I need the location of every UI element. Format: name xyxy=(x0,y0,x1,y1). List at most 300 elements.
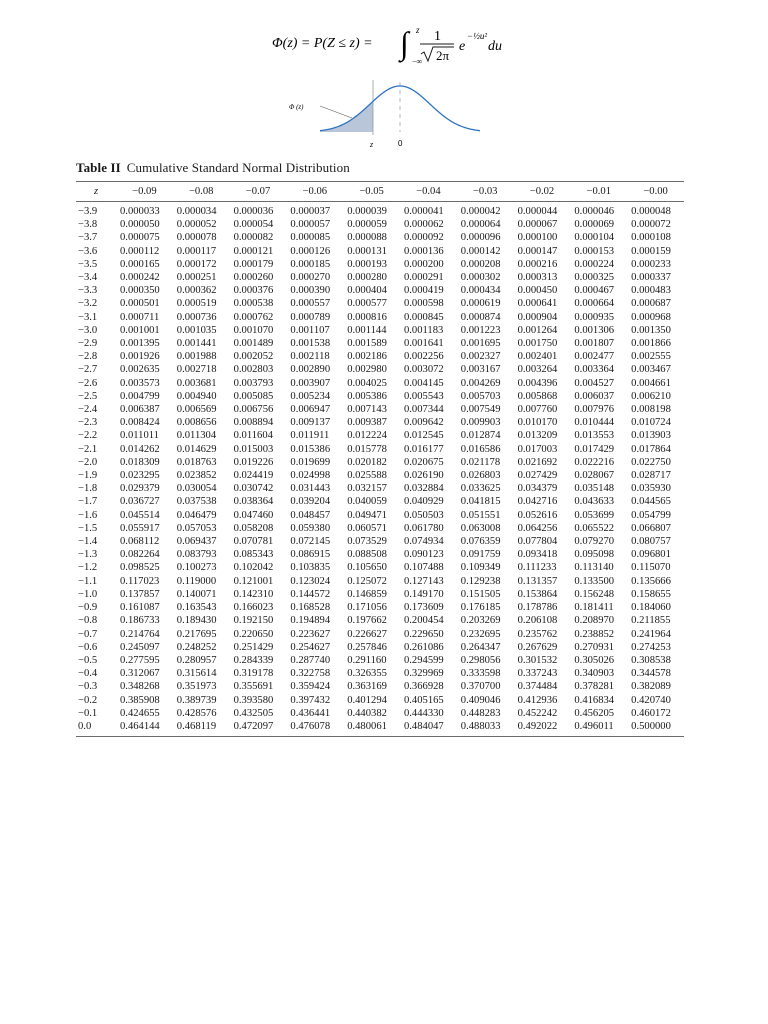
cdf-formula xyxy=(0,20,768,80)
probability-cell: 0.305026 xyxy=(574,654,615,666)
probability-cell: 0.024998 xyxy=(290,470,331,482)
probability-cell: 0.000216 xyxy=(517,258,558,270)
z-value: −3.1 xyxy=(78,311,98,323)
probability-cell: 0.000108 xyxy=(631,232,671,244)
probability-cell: 0.000404 xyxy=(347,285,387,297)
probability-cell: 0.070781 xyxy=(233,536,274,548)
probability-cell: 0.232695 xyxy=(460,628,501,640)
z-value: −2.5 xyxy=(78,390,98,402)
probability-cell: 0.412936 xyxy=(517,694,558,706)
probability-cell: 0.156248 xyxy=(574,588,615,600)
probability-cell: 0.131357 xyxy=(517,575,558,587)
probability-cell: 0.004025 xyxy=(347,377,387,389)
probability-cell: 0.012545 xyxy=(403,430,444,442)
probability-cell: 0.000136 xyxy=(403,245,444,257)
probability-cell: 0.000557 xyxy=(290,298,331,310)
probability-cell: 0.129238 xyxy=(460,575,501,587)
table-row xyxy=(76,720,684,737)
column-header: −0.06 xyxy=(302,186,328,197)
probability-cell: 0.012874 xyxy=(460,430,501,442)
probability-cell: 0.032157 xyxy=(347,483,387,495)
probability-cell: 0.026190 xyxy=(403,470,444,482)
probability-cell: 0.066807 xyxy=(631,522,671,534)
probability-cell: 0.004269 xyxy=(460,377,501,389)
z-value: −1.5 xyxy=(78,522,98,534)
probability-cell: 0.073529 xyxy=(347,536,387,548)
probability-cell: 0.052616 xyxy=(517,509,558,521)
z-value: 0.0 xyxy=(78,720,92,732)
probability-cell: 0.041815 xyxy=(460,496,501,508)
table-row xyxy=(76,667,684,680)
probability-cell: 0.065522 xyxy=(574,522,615,534)
probability-cell: 0.000100 xyxy=(517,232,558,244)
probability-cell: 0.200454 xyxy=(403,615,444,627)
probability-cell: 0.003793 xyxy=(233,377,274,389)
probability-cell: 0.002327 xyxy=(460,351,501,363)
probability-cell: 0.105650 xyxy=(347,562,387,574)
table-row xyxy=(76,588,684,601)
z-value: −0.4 xyxy=(78,668,98,680)
probability-cell: 0.000467 xyxy=(574,285,615,297)
probability-cell: 0.432505 xyxy=(233,707,274,719)
probability-cell: 0.001489 xyxy=(233,338,274,350)
formula-lhs: Φ(z) = P(Z ≤ z) = xyxy=(272,36,373,51)
probability-cell: 0.223627 xyxy=(290,628,331,640)
probability-cell: 0.009137 xyxy=(290,417,331,429)
probability-cell: 0.000117 xyxy=(176,245,217,257)
z-value: −2.4 xyxy=(78,404,98,416)
probability-cell: 0.031443 xyxy=(290,483,331,495)
probability-cell: 0.397432 xyxy=(290,694,331,706)
probability-cell: 0.284339 xyxy=(233,654,274,666)
table-row xyxy=(76,377,684,390)
probability-cell: 0.460172 xyxy=(631,707,671,719)
probability-cell: 0.000121 xyxy=(233,245,274,257)
probability-cell: 0.003573 xyxy=(120,377,160,389)
probability-cell: 0.004527 xyxy=(574,377,615,389)
probability-cell: 0.000067 xyxy=(517,219,558,231)
probability-cell: 0.046479 xyxy=(176,509,217,521)
probability-cell: 0.049471 xyxy=(347,509,387,521)
probability-cell: 0.333598 xyxy=(460,668,501,680)
probability-cell: 0.277595 xyxy=(120,654,160,666)
probability-cell: 0.000280 xyxy=(347,272,387,284)
probability-cell: 0.015003 xyxy=(233,443,274,455)
z-value: −0.1 xyxy=(78,707,98,719)
z-value: −2.6 xyxy=(78,377,98,389)
table-row xyxy=(76,548,684,561)
probability-cell: 0.001750 xyxy=(517,338,558,350)
table-row xyxy=(76,482,684,495)
probability-cell: 0.401294 xyxy=(347,694,387,706)
probability-cell: 0.344578 xyxy=(631,668,671,680)
probability-cell: 0.005703 xyxy=(460,390,501,402)
probability-cell: 0.008424 xyxy=(120,417,160,429)
probability-cell: 0.007976 xyxy=(574,404,615,416)
probability-cell: 0.079270 xyxy=(574,536,615,548)
probability-cell: 0.014629 xyxy=(176,443,217,455)
table-body xyxy=(76,202,684,737)
probability-cell: 0.000039 xyxy=(347,206,387,217)
column-header: −0.07 xyxy=(245,186,271,197)
z-value: −2.2 xyxy=(78,430,98,442)
integral-upper-limit: z xyxy=(416,25,420,35)
probability-cell: 0.002980 xyxy=(347,364,387,376)
probability-cell: 0.363169 xyxy=(347,681,387,693)
z-value: −3.0 xyxy=(78,324,98,336)
probability-cell: 0.420740 xyxy=(631,694,671,706)
probability-cell: 0.329969 xyxy=(403,668,444,680)
table-caption: Cumulative Standard Normal Distribution xyxy=(126,160,350,175)
table-row xyxy=(76,707,684,720)
probability-cell: 0.077804 xyxy=(517,536,558,548)
header-z: z xyxy=(93,186,99,197)
probability-cell: 0.001107 xyxy=(290,324,330,336)
probability-cell: 0.488033 xyxy=(460,720,501,732)
probability-cell: 0.001144 xyxy=(347,324,387,336)
probability-cell: 0.054799 xyxy=(631,509,671,521)
probability-cell: 0.000069 xyxy=(574,219,615,231)
probability-cell: 0.000362 xyxy=(176,285,217,297)
z-value: −0.7 xyxy=(78,628,98,640)
probability-cell: 0.017429 xyxy=(574,443,615,455)
probability-cell: 0.251429 xyxy=(233,641,274,653)
probability-cell: 0.000874 xyxy=(460,311,501,323)
probability-cell: 0.003467 xyxy=(631,364,671,376)
probability-cell: 0.001441 xyxy=(176,338,217,350)
probability-cell: 0.004396 xyxy=(517,377,558,389)
z-value: −1.2 xyxy=(78,562,98,574)
column-header: −0.08 xyxy=(188,186,214,197)
probability-cell: 0.001070 xyxy=(233,324,274,336)
probability-cell: 0.374484 xyxy=(517,681,558,693)
probability-cell: 0.007143 xyxy=(347,404,387,416)
table-number: Table II xyxy=(76,160,121,175)
probability-cell: 0.000577 xyxy=(347,298,387,310)
probability-cell: 0.312067 xyxy=(120,668,160,680)
probability-cell: 0.000270 xyxy=(290,272,331,284)
probability-cell: 0.013553 xyxy=(574,430,615,442)
probability-cell: 0.000251 xyxy=(176,272,217,284)
z-value: −2.9 xyxy=(78,338,98,350)
probability-cell: 0.000075 xyxy=(120,232,160,244)
probability-cell: 0.088508 xyxy=(347,549,387,561)
probability-cell: 0.264347 xyxy=(460,641,501,653)
probability-cell: 0.000153 xyxy=(574,245,615,257)
probability-cell: 0.109349 xyxy=(460,562,501,574)
probability-cell: 0.076359 xyxy=(460,536,501,548)
probability-cell: 0.055917 xyxy=(120,522,160,534)
table-row xyxy=(76,535,684,548)
probability-cell: 0.115070 xyxy=(631,562,671,574)
table-row xyxy=(76,614,684,627)
probability-cell: 0.038364 xyxy=(233,496,274,508)
probability-cell: 0.000935 xyxy=(574,311,615,323)
probability-cell: 0.000085 xyxy=(290,232,331,244)
probability-cell: 0.248252 xyxy=(176,641,217,653)
probability-cell: 0.241964 xyxy=(631,628,671,640)
z-value: −1.6 xyxy=(78,509,98,521)
probability-cell: 0.000044 xyxy=(517,206,558,217)
probability-cell: 0.002256 xyxy=(403,351,444,363)
probability-cell: 0.322758 xyxy=(290,668,331,680)
probability-cell: 0.428576 xyxy=(176,707,217,719)
probability-cell: 0.000054 xyxy=(233,219,274,231)
probability-cell: 0.173609 xyxy=(403,602,444,614)
probability-cell: 0.001807 xyxy=(574,338,615,350)
z-value: −1.1 xyxy=(78,575,98,587)
probability-cell: 0.035148 xyxy=(574,483,615,495)
probability-cell: 0.005868 xyxy=(517,390,558,402)
probability-cell: 0.245097 xyxy=(120,641,160,653)
probability-cell: 0.003907 xyxy=(290,377,331,389)
probability-cell: 0.291160 xyxy=(347,654,387,666)
probability-cell: 0.028717 xyxy=(631,470,671,482)
table-row xyxy=(76,350,684,363)
probability-cell: 0.355691 xyxy=(233,681,274,693)
probability-cell: 0.103835 xyxy=(290,562,331,574)
probability-cell: 0.280957 xyxy=(176,654,217,666)
probability-cell: 0.448283 xyxy=(460,707,501,719)
probability-cell: 0.424655 xyxy=(120,707,160,719)
probability-cell: 0.472097 xyxy=(233,720,274,732)
probability-cell: 0.083793 xyxy=(176,549,217,561)
probability-cell: 0.000350 xyxy=(120,285,160,297)
table-title xyxy=(76,160,350,176)
probability-cell: 0.010170 xyxy=(517,417,558,429)
probability-cell: 0.091759 xyxy=(460,549,501,561)
probability-cell: 0.117023 xyxy=(120,575,160,587)
probability-cell: 0.021692 xyxy=(517,456,558,468)
probability-cell: 0.261086 xyxy=(403,641,444,653)
probability-cell: 0.000193 xyxy=(347,258,387,270)
probability-cell: 0.000057 xyxy=(290,219,331,231)
phi-label: Φ (z) xyxy=(289,103,304,111)
differential: du xyxy=(488,39,502,54)
probability-cell: 0.007549 xyxy=(460,404,501,416)
probability-cell: 0.042716 xyxy=(517,496,558,508)
probability-cell: 0.001641 xyxy=(403,338,444,350)
probability-cell: 0.064256 xyxy=(517,522,558,534)
probability-cell: 0.000036 xyxy=(233,206,274,217)
probability-cell: 0.093418 xyxy=(517,549,558,561)
exp-base: e xyxy=(459,39,466,54)
table-row xyxy=(76,363,684,376)
probability-cell: 0.021178 xyxy=(460,456,501,468)
integral-sign: ∫ xyxy=(400,25,409,61)
probability-cell: 0.294599 xyxy=(403,654,444,666)
probability-cell: 0.366928 xyxy=(403,681,444,693)
probability-cell: 0.163543 xyxy=(176,602,217,614)
probability-cell: 0.018309 xyxy=(120,456,160,468)
table-row xyxy=(76,258,684,271)
probability-cell: 0.298056 xyxy=(460,654,501,666)
probability-cell: 0.006756 xyxy=(233,404,274,416)
probability-cell: 0.000104 xyxy=(574,232,615,244)
table-row xyxy=(76,522,684,535)
probability-cell: 0.000088 xyxy=(347,232,387,244)
probability-cell: 0.008656 xyxy=(176,417,217,429)
probability-cell: 0.011911 xyxy=(290,430,330,442)
probability-cell: 0.001589 xyxy=(347,338,387,350)
probability-cell: 0.000048 xyxy=(631,206,671,217)
z-value: −1.9 xyxy=(78,470,98,482)
probability-cell: 0.006210 xyxy=(631,390,671,402)
table-row xyxy=(76,231,684,244)
probability-cell: 0.006569 xyxy=(176,404,217,416)
probability-cell: 0.000376 xyxy=(233,285,274,297)
probability-cell: 0.017003 xyxy=(517,443,558,455)
probability-cell: 0.000165 xyxy=(120,258,160,270)
probability-cell: 0.484047 xyxy=(403,720,444,732)
probability-cell: 0.456205 xyxy=(574,707,615,719)
probability-cell: 0.137857 xyxy=(120,588,160,600)
probability-cell: 0.140071 xyxy=(176,588,217,600)
table-row xyxy=(76,297,684,310)
z-value: −1.3 xyxy=(78,549,98,561)
probability-cell: 0.098525 xyxy=(120,562,160,574)
probability-cell: 0.000072 xyxy=(631,219,671,231)
probability-cell: 0.001395 xyxy=(120,338,160,350)
probability-cell: 0.337243 xyxy=(517,668,558,680)
probability-cell: 0.013903 xyxy=(631,430,671,442)
probability-cell: 0.005386 xyxy=(347,390,387,402)
probability-cell: 0.000224 xyxy=(574,258,615,270)
probability-cell: 0.061780 xyxy=(403,522,444,534)
integral-lower-limit: −∞ xyxy=(412,57,423,66)
z-value: −2.8 xyxy=(78,351,98,363)
phi-leader-line xyxy=(320,106,352,118)
probability-cell: 0.000159 xyxy=(631,245,671,257)
probability-cell: 0.000037 xyxy=(290,206,331,217)
probability-cell: 0.133500 xyxy=(574,575,615,587)
probability-cell: 0.000325 xyxy=(574,272,615,284)
probability-cell: 0.176185 xyxy=(460,602,501,614)
probability-cell: 0.000185 xyxy=(290,258,331,270)
probability-cell: 0.008198 xyxy=(631,404,671,416)
probability-cell: 0.005543 xyxy=(403,390,444,402)
column-header: −0.05 xyxy=(359,186,384,197)
probability-cell: 0.082264 xyxy=(120,549,160,561)
probability-cell: 0.274253 xyxy=(631,641,671,653)
fraction-denominator: 2π xyxy=(436,48,450,63)
probability-cell: 0.315614 xyxy=(176,668,217,680)
probability-cell: 0.000046 xyxy=(574,206,615,217)
table-row xyxy=(76,390,684,403)
probability-cell: 0.378281 xyxy=(574,681,615,693)
probability-cell: 0.095098 xyxy=(574,549,615,561)
probability-cell: 0.135666 xyxy=(631,575,671,587)
probability-cell: 0.254627 xyxy=(290,641,331,653)
probability-cell: 0.000260 xyxy=(233,272,274,284)
z-value: −3.5 xyxy=(78,258,98,270)
probability-cell: 0.022750 xyxy=(631,456,671,468)
probability-cell: 0.113140 xyxy=(574,562,614,574)
probability-cell: 0.000172 xyxy=(176,258,217,270)
probability-cell: 0.000052 xyxy=(176,219,217,231)
table-row xyxy=(76,403,684,416)
probability-cell: 0.001264 xyxy=(517,324,558,336)
table-row xyxy=(76,680,684,693)
probability-cell: 0.000711 xyxy=(120,311,160,323)
probability-cell: 0.012224 xyxy=(347,430,387,442)
probability-cell: 0.100273 xyxy=(176,562,217,574)
probability-cell: 0.000302 xyxy=(460,272,501,284)
probability-cell: 0.047460 xyxy=(233,509,274,521)
probability-cell: 0.102042 xyxy=(233,562,274,574)
table-row xyxy=(76,641,684,654)
probability-cell: 0.308538 xyxy=(631,654,671,666)
probability-cell: 0.001001 xyxy=(120,324,160,336)
probability-cell: 0.002803 xyxy=(233,364,274,376)
probability-cell: 0.000736 xyxy=(176,311,217,323)
probability-cell: 0.036727 xyxy=(120,496,160,508)
probability-cell: 0.010444 xyxy=(574,417,615,429)
probability-cell: 0.016177 xyxy=(403,443,444,455)
probability-cell: 0.040059 xyxy=(347,496,387,508)
probability-cell: 0.002118 xyxy=(290,351,330,363)
probability-cell: 0.121001 xyxy=(233,575,274,587)
probability-cell: 0.032884 xyxy=(403,483,444,495)
probability-cell: 0.000096 xyxy=(460,232,501,244)
probability-cell: 0.166023 xyxy=(233,602,274,614)
probability-cell: 0.409046 xyxy=(460,694,501,706)
probability-cell: 0.238852 xyxy=(574,628,615,640)
probability-cell: 0.000419 xyxy=(403,285,444,297)
table-row xyxy=(76,601,684,614)
probability-cell: 0.000179 xyxy=(233,258,274,270)
probability-cell: 0.025588 xyxy=(347,470,387,482)
probability-cell: 0.003072 xyxy=(403,364,444,376)
probability-cell: 0.001350 xyxy=(631,324,671,336)
probability-cell: 0.090123 xyxy=(403,549,444,561)
probability-cell: 0.044565 xyxy=(631,496,671,508)
probability-cell: 0.257846 xyxy=(347,641,387,653)
probability-cell: 0.000483 xyxy=(631,285,671,297)
probability-cell: 0.014262 xyxy=(120,443,160,455)
probability-cell: 0.416834 xyxy=(574,694,615,706)
probability-cell: 0.002890 xyxy=(290,364,331,376)
probability-cell: 0.080757 xyxy=(631,536,671,548)
probability-cell: 0.000291 xyxy=(403,272,444,284)
column-header: −0.03 xyxy=(472,186,498,197)
probability-cell: 0.016586 xyxy=(460,443,501,455)
probability-cell: 0.000147 xyxy=(517,245,558,257)
probability-cell: 0.039204 xyxy=(290,496,331,508)
probability-cell: 0.405165 xyxy=(403,694,444,706)
probability-cell: 0.001538 xyxy=(290,338,331,350)
probability-cell: 0.452242 xyxy=(517,707,558,719)
z-value: −0.8 xyxy=(78,615,98,627)
probability-cell: 0.074934 xyxy=(403,536,444,548)
probability-cell: 0.053699 xyxy=(574,509,615,521)
cumulative-normal-table xyxy=(76,181,684,737)
probability-cell: 0.028067 xyxy=(574,470,615,482)
table-row xyxy=(76,628,684,641)
probability-cell: 0.001223 xyxy=(460,324,501,336)
z-value: −0.6 xyxy=(78,641,98,653)
probability-cell: 0.022216 xyxy=(574,456,615,468)
probability-cell: 0.000092 xyxy=(403,232,444,244)
probability-cell: 0.440382 xyxy=(347,707,387,719)
probability-cell: 0.023295 xyxy=(120,470,160,482)
probability-cell: 0.019226 xyxy=(233,456,274,468)
probability-cell: 0.009642 xyxy=(403,417,444,429)
normal-curve-figure xyxy=(0,80,768,155)
z-value: −0.5 xyxy=(78,654,98,666)
probability-cell: 0.068112 xyxy=(120,536,160,548)
probability-cell: 0.030742 xyxy=(233,483,274,495)
